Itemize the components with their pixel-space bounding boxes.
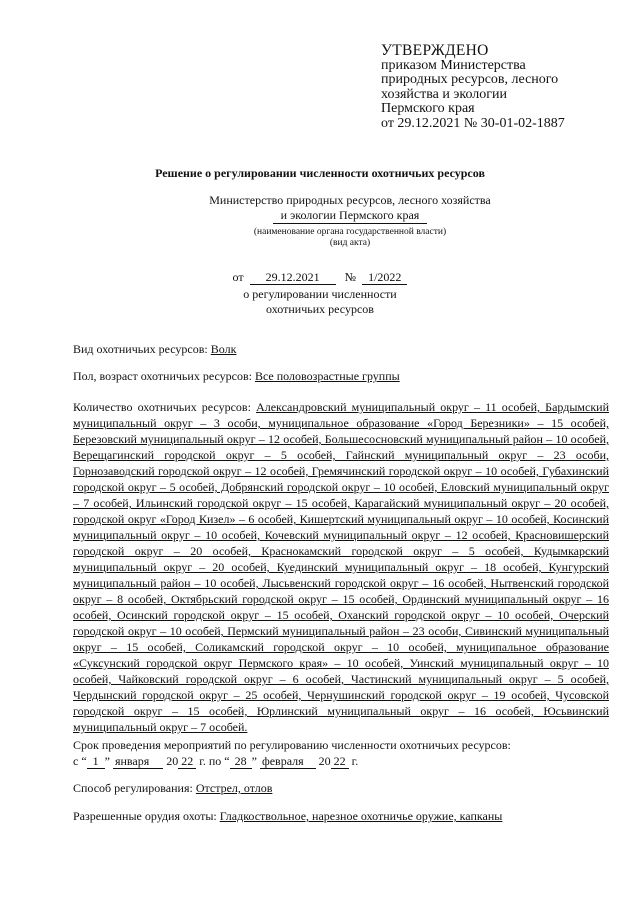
act-number: 1/2022 xyxy=(362,270,407,285)
year-suffix: г. xyxy=(351,754,359,768)
authority-line-1: Министерство природных ресурсов, лесного хозяйства xyxy=(209,193,491,207)
approval-heading: УТВЕРЖДЕНО xyxy=(381,42,489,59)
quote-open: с “ xyxy=(73,754,87,768)
subject-line-2: охотничьих ресурсов xyxy=(266,301,374,316)
method-field xyxy=(73,780,609,796)
authority-caption: (наименование органа государственной власти) xyxy=(253,227,447,237)
period-from-day: 1 xyxy=(87,754,105,769)
species-label: Вид охотничьих ресурсов: xyxy=(73,342,208,356)
year-prefix: 20 xyxy=(318,754,331,768)
year-prefix: 20 xyxy=(166,754,179,768)
approval-line: приказом Министерства xyxy=(381,57,526,73)
authority-block xyxy=(180,193,520,249)
quote-close: ” xyxy=(104,754,110,768)
act-date-number xyxy=(0,270,640,285)
period-dates xyxy=(73,753,609,769)
document-title: Решение о регулировании численности охотничьих ресурсов xyxy=(155,166,485,180)
quantity-label: Количество охотничьих ресурсов: xyxy=(73,400,251,414)
approval-stamp xyxy=(381,44,611,131)
method-value: Отстрел, отлов xyxy=(195,781,273,795)
approval-line: Пермского края xyxy=(381,101,475,116)
species-field xyxy=(73,341,609,357)
number-label: № xyxy=(344,270,357,284)
from-label: от xyxy=(232,270,244,284)
act-date: 29.12.2021 xyxy=(250,270,336,285)
period-to-day: 28 xyxy=(230,754,252,769)
tools-label: Разрешенные орудия охоты: xyxy=(73,809,217,823)
act-type-caption: (вид акта) xyxy=(329,238,371,248)
period-to-month: февраля xyxy=(260,754,316,769)
period-from-year: 22 xyxy=(178,754,196,769)
authority-line-2: и экологии Пермского края xyxy=(273,208,428,224)
sex-age-value: Все половозрастные группы xyxy=(254,369,400,383)
species-value: Волк xyxy=(210,342,237,356)
act-subject xyxy=(0,287,640,316)
period-label: Срок проведения мероприятий по регулированию численности охотничьих ресурсов: xyxy=(73,738,511,752)
quantity-value: Александровский муниципальный округ – 11 особей, Бардымский муниципальный округ – 3 особи, муниципальное образование «Город Березники» – 15 особей, Березовский муниципальный округ – 12 особей, Большесосновский муниципальный район – 10 особей, Верещагинский городской округ – 5 особей, Гайнский муниципальный округ – 23 особи, Горнозаводский городской округ – 12 особей, Гремячинский городской округ – 10 особей, Губахинский городской округ – 5 особей, Добрянский городской округ – 10 особей, Еловский муниципальный округ – 7 особей, Ильинский городской округ – 15 особей, Карагайский муниципальный округ – 20 особей, городской округ «Город Кизел» – 6 особей, Кишертский муниципальный округ – 10 особей, Косинский муниципальный округ – 10 особей, Кочевский муниципальный округ – 12 особей, Красновишерский городской округ – 20 особей, Краснокамский городской округ – 5 особей, Кудымкарский муниципальный округ – 20 особей, Куединский муниципальный округ – 18 особей, Кунгурский муниципальный район – 10 особей, Лысьвенский городской округ – 16 особей, Нытвенский городской округ – 8 особей, Октябрьский городской округ – 15 особей, Ординский муниципальный округ – 16 особей, Осинский городской округ – 15 особей, Оханский городской округ – 10 особей, Очерский городской округ – 10 особей, Пермский муниципальный район – 23 особи, Сивинский муниципальный округ – 15 особей, Соликамский городской округ – 10 особей, муниципальное образование «Суксунский городской округ Пермского края» – 10 особей, Уинский муниципальный округ – 10 особей, Чайковский городской округ – 6 особей, Частинский муниципальный округ – 5 особей, Чердынский городской округ – 25 особей, Чернушинский городской округ – 19 особей, Чусовской городской округ – 15 особей, Юрлинский муниципальный округ – 16 особей, Юсьвинский муниципальный округ – 7 особей. xyxy=(73,400,609,734)
approval-line: хозяйства и экологии xyxy=(381,86,508,102)
method-label: Способ регулирования: xyxy=(73,781,193,795)
period-field xyxy=(73,737,609,769)
subject-line-1: о регулировании численности xyxy=(243,287,397,301)
tools-value: Гладкоствольное, нарезное охотничье оружие, капканы xyxy=(219,809,503,823)
approval-line: от 29.12.2021 № 30-01-02-1887 xyxy=(381,115,565,131)
sex-age-field xyxy=(73,368,609,384)
period-from-month: января xyxy=(113,754,163,769)
quote-close: ” xyxy=(251,754,257,768)
sex-age-label: Пол, возраст охотничьих ресурсов: xyxy=(73,369,252,383)
quantity-field xyxy=(73,399,609,735)
period-to-year: 22 xyxy=(331,754,349,769)
approval-line: природных ресурсов, лесного xyxy=(381,72,559,87)
tools-field xyxy=(73,808,609,824)
period-to-prefix: г. по “ xyxy=(199,754,230,768)
